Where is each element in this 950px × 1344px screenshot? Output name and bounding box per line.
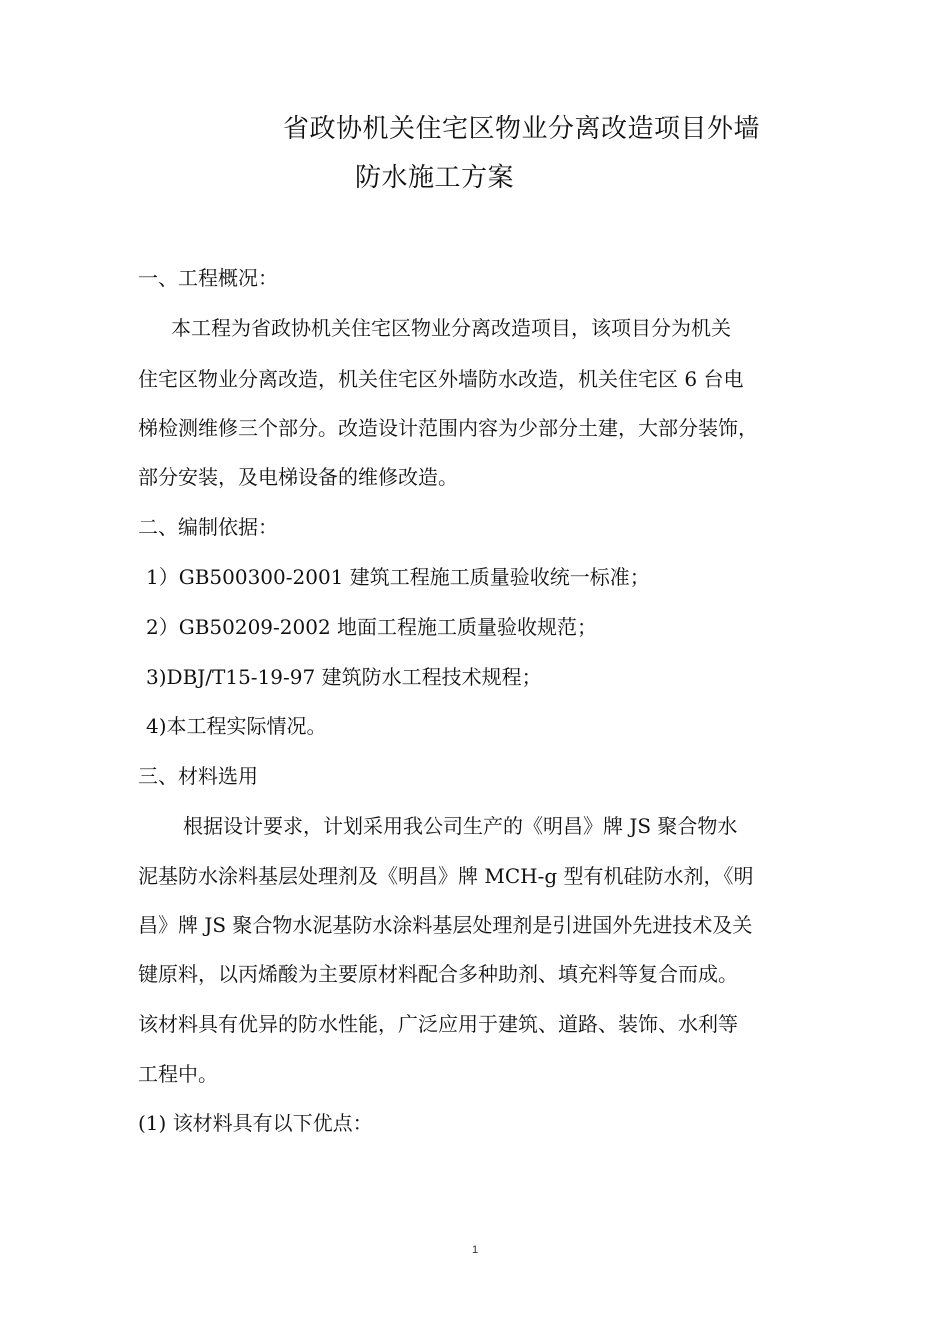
section-heading-materials: 三、材料选用: [138, 764, 258, 788]
paragraph-line: 泥基防水涂料基层处理剂及《明昌》牌 MCH-g 型有机硅防水剂，《明: [138, 864, 754, 888]
paragraph-line: 部分安装，及电梯设备的维修改造。: [138, 465, 458, 489]
paragraph-line: 根据设计要求，计划采用我公司生产的《明昌》牌 JS 聚合物水: [183, 814, 738, 838]
list-item: 1）GB500300-2001 建筑工程施工质量验收统一标准；: [146, 565, 650, 589]
list-item: 3)DBJ/T15-19-97 建筑防水工程技术规程；: [146, 665, 542, 689]
paragraph-line: 该材料具有优异的防水性能，广泛应用于建筑、道路、装饰、水利等: [138, 1012, 738, 1036]
paragraph-line: 工程中。: [138, 1062, 218, 1086]
document-title-line-1: 省政协机关住宅区物业分离改造项目外墙: [283, 114, 761, 144]
paragraph-line: 键原料，以丙烯酸为主要原材料配合多种助剂、填充料等复合而成。: [138, 962, 738, 986]
paragraph-line: 本工程为省政协机关住宅区物业分离改造项目，该项目分为机关: [171, 316, 731, 340]
document-title-line-2: 防水施工方案: [355, 163, 515, 193]
sub-heading-advantages: (1) 该材料具有以下优点：: [138, 1111, 373, 1135]
list-item: 4)本工程实际情况。: [146, 714, 327, 738]
section-heading-overview: 一、工程概况：: [138, 266, 278, 290]
paragraph-line: 昌》牌 JS 聚合物水泥基防水涂料基层处理剂是引进国外先进技术及关: [138, 913, 753, 937]
paragraph-line: 梯检测维修三个部分。改造设计范围内容为少部分土建，大部分装饰，: [138, 416, 758, 440]
paragraph-line: 住宅区物业分离改造，机关住宅区外墙防水改造，机关住宅区 6 台电: [138, 367, 744, 391]
section-heading-basis: 二、编制依据：: [138, 515, 278, 539]
page-number: 1: [471, 1244, 479, 1256]
list-item: 2）GB50209-2002 地面工程施工质量验收规范；: [146, 615, 598, 639]
